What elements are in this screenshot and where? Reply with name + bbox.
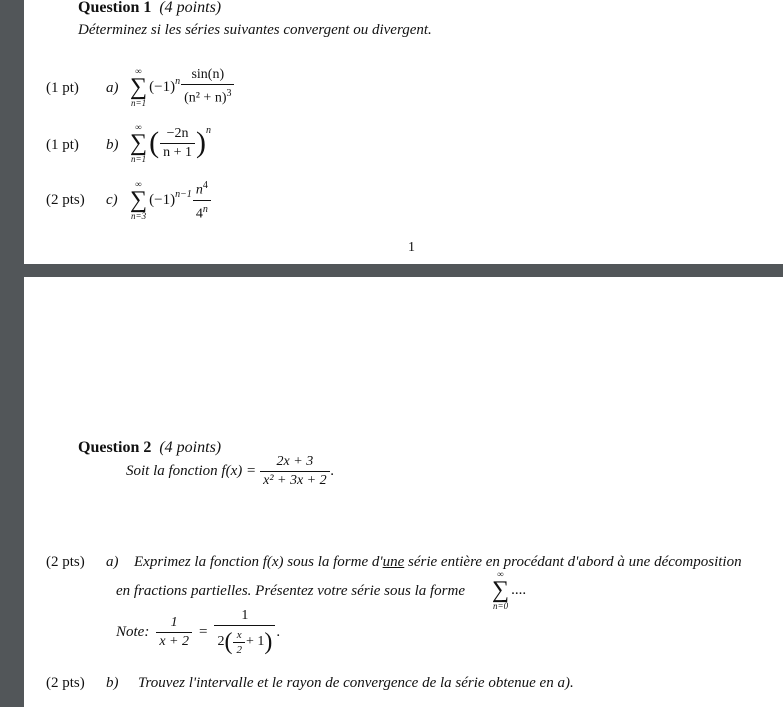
part-a-sum-form: ∞ ∑ n=0 .... bbox=[492, 569, 527, 611]
item-c-label: c) bbox=[106, 192, 118, 208]
part-a-points: (2 pts) bbox=[46, 554, 85, 570]
item-c-series: ∞ ∑ n=3 (−1) $^{n-1}$ $\frac{n^4}{4^n}$ bbox=[130, 178, 212, 222]
item-a-label: a) bbox=[106, 80, 119, 96]
question-1-points: (4 points) bbox=[159, 0, 222, 16]
item-b-points: (1 pt) bbox=[46, 137, 79, 153]
item-b-fraction: $\frac{-2n}{n + 1}$ bbox=[160, 126, 195, 161]
question-2-points: (4 points) bbox=[159, 439, 222, 456]
question-1-header bbox=[78, 0, 221, 17]
item-a-fraction: $\frac{\sin(n)}{(n^2 + n)^3}$ bbox=[181, 67, 234, 107]
item-c-points: (2 pts) bbox=[46, 192, 85, 208]
item-b-series: ∞ ∑ n=1 ( $\frac{-2n}{n + 1}$ ) $^n$ bbox=[130, 122, 212, 164]
question-2-function: Soit la fonction f(x) = $\frac{2x + 3}{\text{x² + 3x + 2}}$ . bbox=[126, 454, 335, 488]
question-1-title: Question 1 bbox=[78, 0, 152, 16]
page-number: 1 bbox=[408, 240, 415, 255]
function-fraction: $\frac{2x + 3}{\text{x² + 3x + 2}}$ bbox=[260, 454, 330, 489]
item-b-label: b) bbox=[106, 137, 119, 153]
item-a-points: (1 pt) bbox=[46, 80, 79, 96]
item-a-sum: ∞ ∑ n=1 bbox=[130, 66, 148, 108]
page-2 bbox=[24, 277, 783, 707]
part-a-label: a) bbox=[106, 554, 119, 570]
part-b-text: Trouvez l'intervalle et le rayon de convergence de la série obtenue en a). bbox=[138, 675, 574, 691]
item-a-series: ∞ ∑ n=1 (−1) $^n$ $\frac{\sin(n)}{(n^2 + n)^3}$ bbox=[130, 66, 235, 108]
question-2-title: Question 2 bbox=[78, 439, 152, 456]
part-a-note: Note: $\frac{1}{x + 2}$ = 1 2 ( $\frac{x}{2}$ + 1 ) . bbox=[116, 608, 281, 656]
item-b-sum: ∞ ∑ n=1 bbox=[130, 122, 148, 164]
item-c-sum: ∞ ∑ n=3 bbox=[130, 179, 148, 222]
part-a-line-1: Exprimez la fonction f(x) sous la forme d'une série entière en procédant d'abord à une décomposition bbox=[134, 554, 742, 570]
part-a-line-2: en fractions partielles. Présentez votre série sous la forme bbox=[116, 583, 465, 599]
note-lhs-fraction: $\frac{1}{x + 2}$ bbox=[156, 615, 192, 650]
item-c-fraction: $\frac{n^4}{4^n}$ bbox=[193, 178, 211, 222]
note-rhs-fraction: 1 2 ( $\frac{x}{2}$ + 1 ) bbox=[214, 608, 275, 657]
page-1 bbox=[24, 0, 783, 264]
part-b-points: (2 pts) bbox=[46, 675, 85, 691]
part-b-label: b) bbox=[106, 675, 119, 691]
question-1-instruction: Déterminez si les séries suivantes convergent ou divergent. bbox=[78, 22, 432, 38]
